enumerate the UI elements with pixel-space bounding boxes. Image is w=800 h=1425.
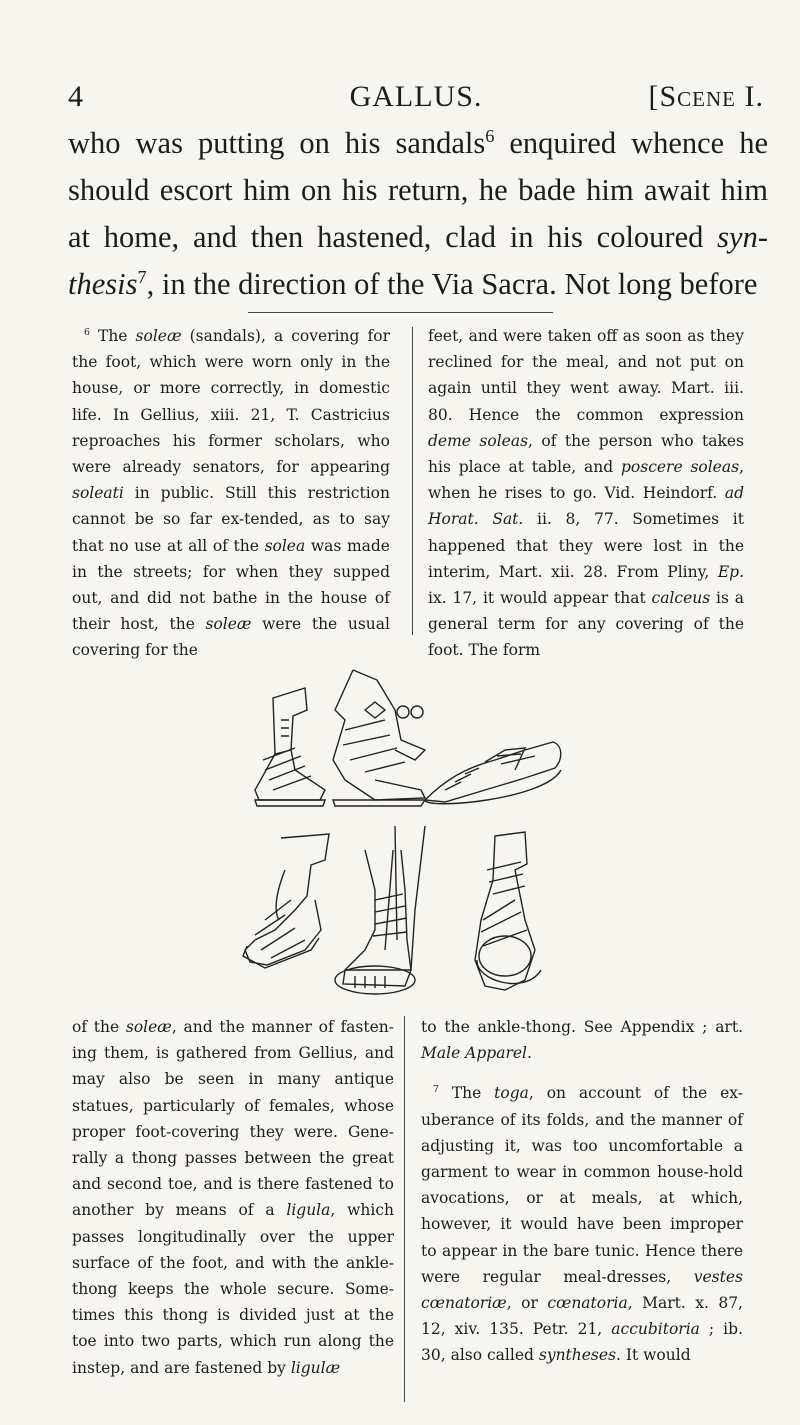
sandal-figure-5 xyxy=(335,826,425,994)
footnote-6-right: feet, and were taken off as soon as they reclined for the meal, and not put on again until they went away. Mart. iii. 80. Hence the common expression deme soleas, of the person who takes his place at table, and poscere soleas, when he rises to go. Vid. Heindorf. ad Horat. Sat. ii. 8, 77. Sometimes it happened that they were lost in the interim, Mart. xii. 28. From Pliny, Ep. ix. 17, it would appear that calceus is a general term for any covering of the foot. The form xyxy=(428,327,745,660)
main-text: who was putting on his sandals$^6$ enquired whence he should escort him on his return, he bade him await him at home, and then hastened, clad in his coloured syn-thesis$^7$, in the direction of the Via Sacra. Not long before xyxy=(68,125,768,301)
sandal-figure-1 xyxy=(255,688,325,806)
page-number: 4 xyxy=(68,80,84,113)
footnote-ref-7: 7 xyxy=(137,266,147,287)
footnote-continuation-left: of the soleæ, and the manner of fasten-ing them, is gathered from Gellius, and may also be seen in many antique statues, particularly of females, whose proper foot-covering they were. Gene-rally a thong passes between the great and second toe, and is there fastened to another by means of a ligula, which passes longitudinally over the upper surface of the foot, and with the ankle-thong keeps the whole secure. Some-times this thong is divided just at the toe into two parts, which run along the instep, and are fastened by ligulæ xyxy=(72,1018,394,1377)
column-divider-2 xyxy=(404,1016,405,1402)
column-divider xyxy=(412,327,413,635)
footnote-number-7: 7 xyxy=(433,1084,439,1096)
running-header xyxy=(68,80,764,120)
footnote-6-left: $^6$ The soleæ (sandals), a covering for the foot, which were worn only in the house, or more correctly, in domestic life. In Gellius, xiii. 21, T. Castricius reproaches his former scholars, who were already senators, for appearing soleati in public. Still this restriction cannot be so far ex-tended, as to say that no use at all of the solea was made in the streets; for when they supped out, and did not bathe in the house of their host, the soleæ were the usual covering for the xyxy=(72,326,390,660)
scene-label: [Scene I. xyxy=(648,80,764,113)
running-title: GALLUS. xyxy=(349,80,483,113)
sandals-illustration xyxy=(225,650,585,1008)
sandal-figure-2 xyxy=(333,670,425,806)
footnote-rule xyxy=(248,312,553,313)
footnote-ref-6: 6 xyxy=(485,125,495,146)
sandal-figure-3 xyxy=(425,742,561,804)
sandal-figure-6 xyxy=(475,832,541,990)
sandal-figure-4 xyxy=(243,834,329,968)
footnote-7-right: to the ankle-thong. See Appendix ; art. Male Apparel. $^7$ The toga, on account of the ex-uberance of its folds, and the manner of adjusting it, was too uncomfortable a garment to wear in common house-hold avocations, or at meals, at which, however, it would have been improper to appear in the bare tunic. Hence there were regular meal-dresses, vestes cœnatoriæ, or cœnatoria, Mart. x. 87, 12, xiv. 135. Petr. 21, accubitoria ; ib. 30, also called syntheses. It would xyxy=(421,1018,743,1365)
